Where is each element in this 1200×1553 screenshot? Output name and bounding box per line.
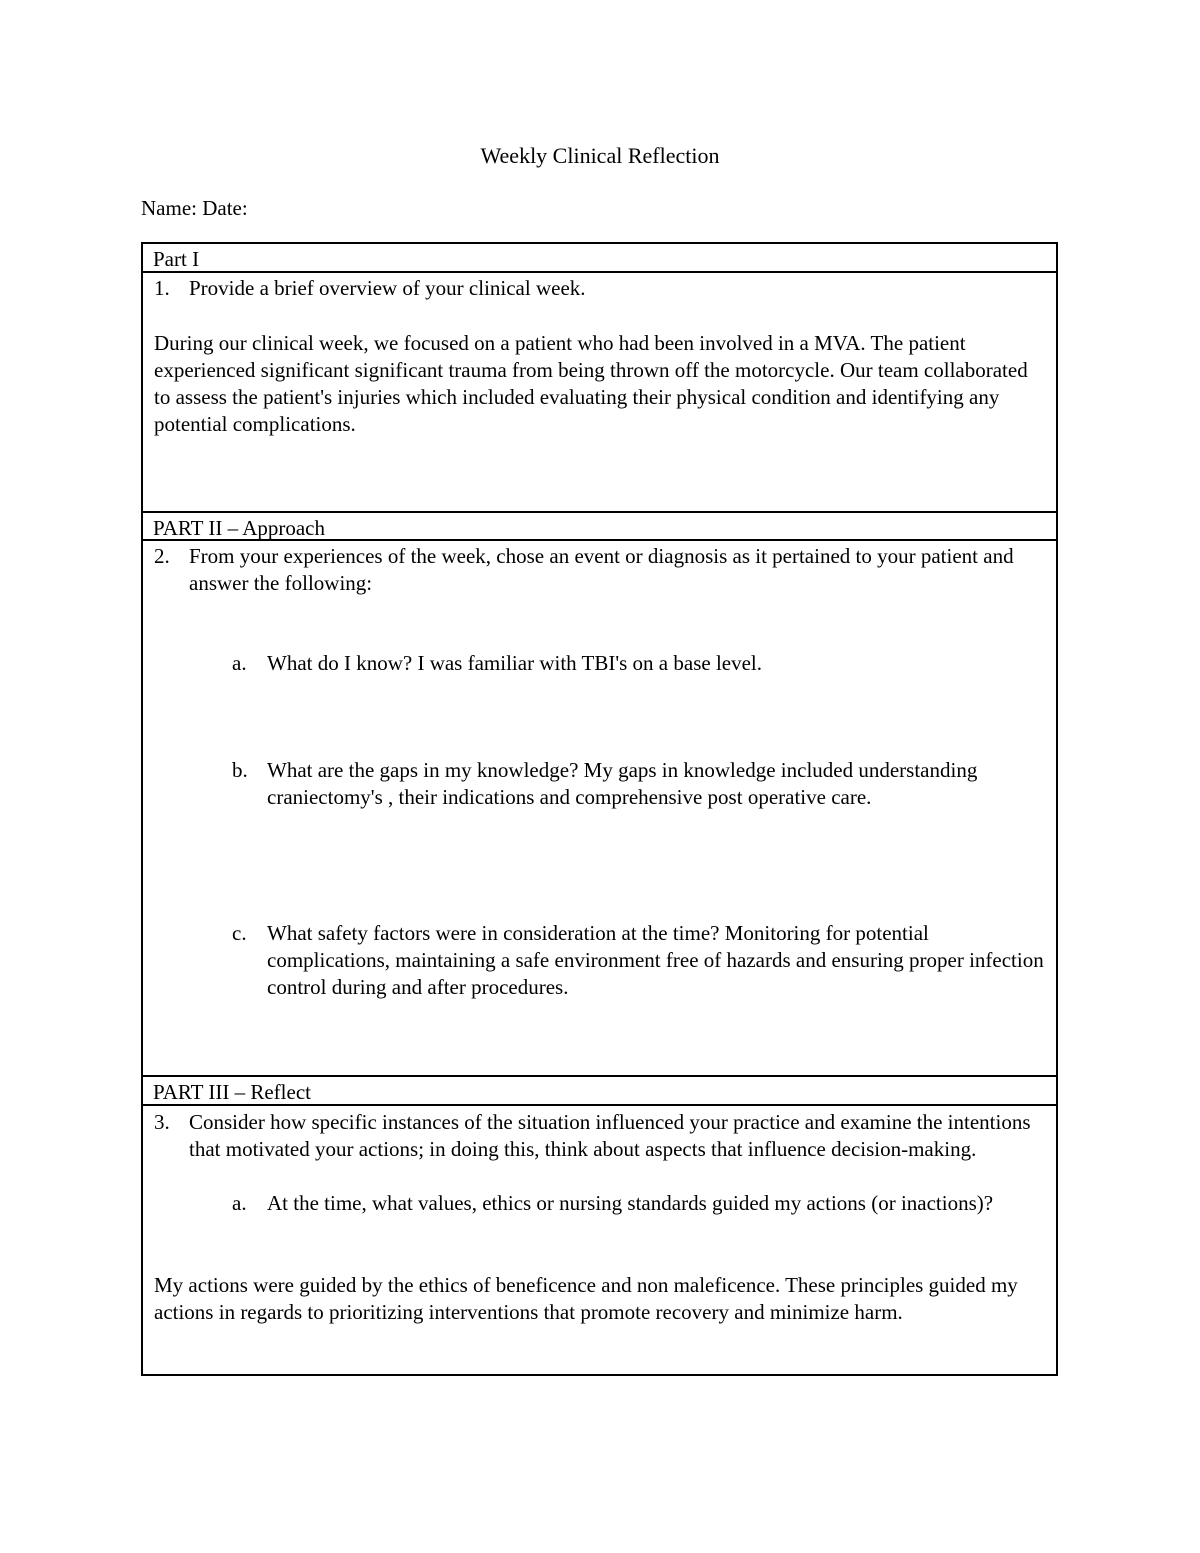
item-text: What do I know? I was familiar with TBI's on a base level. [267,651,763,675]
part3-content-row [143,1106,1056,1376]
part3-item-a [232,1190,1048,1217]
question-text: From your experiences of the week, chose an event or diagnosis as it pertained to your patient and answer the following: [189,544,1014,595]
item-label: a. [232,1191,247,1215]
item-label: c. [232,921,247,945]
part3-answer: My actions were guided by the ethics of beneficence and non maleficence. These principles guided my actions in regards to prioritizing interventions that promote recovery and minimize harm. [154,1273,1018,1324]
item-label: b. [232,758,248,782]
part1-header-row [143,244,1056,273]
part1-question [154,275,1048,302]
part1-content-row [143,273,1056,513]
part3-header: PART III – Reflect [153,1080,311,1104]
item-text: What are the gaps in my knowledge? My gaps in knowledge included understanding craniectomy's , their indications and comprehensive post operative care. [267,758,978,809]
part3-question [154,1109,1048,1163]
part2-content-row [143,541,1056,1077]
question-number: 1. [154,276,170,300]
part2-question [154,543,1048,597]
part1-header: Part I [153,247,200,271]
question-text: Consider how specific instances of the situation influenced your practice and examine the intentions that motivated your actions; in doing this, think about aspects that influence decision-making. [189,1110,1031,1161]
part2-header: PART II – Approach [153,516,325,540]
question-number: 3. [154,1110,170,1134]
item-text: At the time, what values, ethics or nursing standards guided my actions (or inactions)? [267,1191,994,1215]
reflection-form-table [141,242,1058,1376]
part2-item-a [232,650,1048,677]
item-label: a. [232,651,247,675]
item-text: What safety factors were in consideration at the time? Monitoring for potential complications, maintaining a safe environment free of hazards and ensuring proper infection control during and after procedures. [267,921,1044,999]
part2-item-c [232,920,1048,1001]
part1-answer: During our clinical week, we focused on a patient who had been involved in a MVA. The patient experienced significant significant trauma from being thrown off the motorcycle. Our team collaborated to assess the patient's injuries which included evaluating their physical condition and identifying any potential complications. [154,331,1028,436]
document-title: Weekly Clinical Reflection [480,143,720,168]
question-text: Provide a brief overview of your clinical week. [189,276,586,300]
question-number: 2. [154,544,170,568]
part2-item-b [232,757,1048,811]
name-date-line: Name: Date: [141,196,248,220]
part2-header-row [143,513,1056,541]
part3-header-row [143,1077,1056,1106]
